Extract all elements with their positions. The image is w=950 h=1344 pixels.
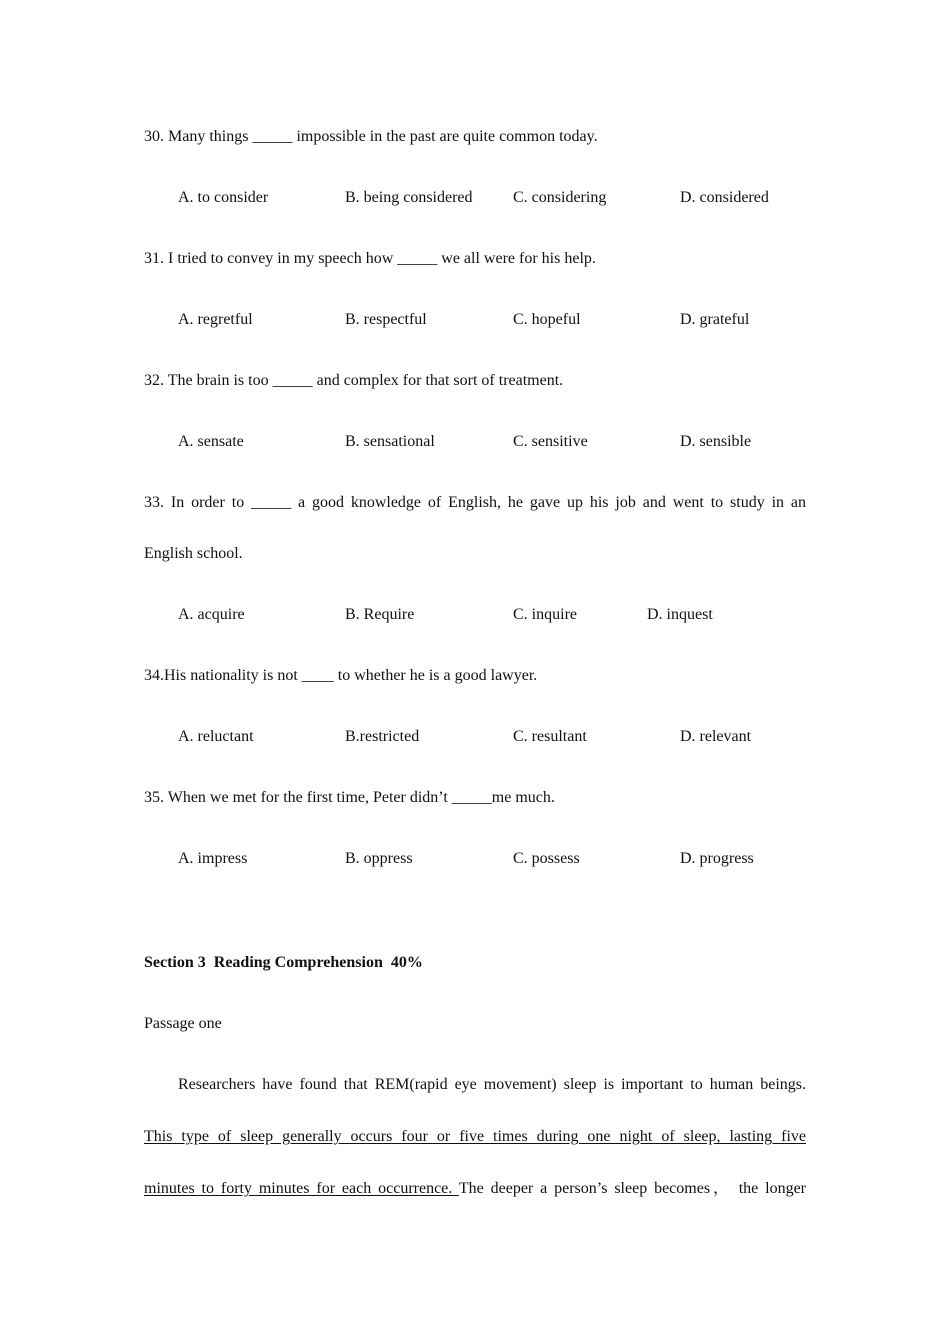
q32-option-c: C. sensitive	[513, 433, 588, 450]
q35-option-a: A. impress	[178, 850, 248, 867]
q32-option-d: D. sensible	[680, 433, 752, 450]
passage-line-3	[144, 1179, 806, 1199]
passage-line-2: This type of sleep generally occurs four or five times during one night of sleep, lasting five	[144, 1128, 806, 1145]
q30-option-a: A. to consider	[178, 189, 269, 206]
question-32	[144, 371, 563, 391]
q30-option-b: B. being considered	[345, 189, 473, 206]
question-stem: His nationality is not ____ to whether he is a good lawyer.	[164, 667, 538, 684]
q30-option-d: D. considered	[680, 189, 769, 206]
question-number: 33.	[144, 494, 164, 511]
question-stem: Many things _____ impossible in the past are quite common today.	[168, 128, 598, 145]
q31-option-c: C. hopeful	[513, 311, 581, 328]
q32-option-a: A. sensate	[178, 433, 244, 450]
question-stem: The brain is too _____ and complex for that sort of treatment.	[167, 372, 564, 389]
q32-option-b: B. sensational	[345, 433, 435, 450]
q33-option-d: D. inquest	[647, 606, 713, 623]
q35-option-c: C. possess	[513, 850, 580, 867]
q33-option-a: A. acquire	[178, 606, 245, 623]
question-stem: When we met for the first time, Peter didn’t _____me much.	[167, 789, 555, 806]
section-heading: Section 3 Reading Comprehension 40%	[144, 954, 423, 971]
question-33-continued: English school.	[144, 545, 243, 562]
passage-text: The deeper a person’s sleep becomes， the longer	[458, 1180, 806, 1197]
q30-option-c: C. considering	[513, 189, 607, 206]
question-number: 34.	[144, 667, 164, 684]
q34-option-d: D. relevant	[680, 728, 752, 745]
q34-option-a: A. reluctant	[178, 728, 254, 745]
q34-option-b: B.restricted	[345, 728, 420, 745]
q31-option-d: D. grateful	[680, 311, 750, 328]
underlined-text: minutes to forty minutes for each occurrence.	[144, 1180, 459, 1197]
question-30	[144, 127, 598, 147]
q35-option-b: B. oppress	[345, 850, 413, 867]
passage-line-1: Researchers have found that REM(rapid eye movement) sleep is important to human beings.	[178, 1076, 806, 1093]
q34-option-c: C. resultant	[513, 728, 587, 745]
question-35	[144, 788, 555, 808]
question-33	[144, 493, 806, 513]
question-number: 35.	[144, 789, 164, 806]
question-number: 32.	[144, 372, 164, 389]
question-stem: In order to _____ a good knowledge of English, he gave up his job and went to study in an	[170, 494, 807, 511]
q33-option-c: C. inquire	[513, 606, 577, 623]
question-31	[144, 249, 596, 269]
question-stem: I tried to convey in my speech how _____ we all were for his help.	[168, 250, 596, 267]
q35-option-d: D. progress	[680, 850, 754, 867]
q31-option-b: B. respectful	[345, 311, 427, 328]
question-number: 31.	[144, 250, 164, 267]
passage-title: Passage one	[144, 1015, 222, 1032]
question-34	[144, 666, 537, 686]
q31-option-a: A. regretful	[178, 311, 253, 328]
q33-option-b: B. Require	[345, 606, 415, 623]
question-number: 30.	[144, 128, 164, 145]
